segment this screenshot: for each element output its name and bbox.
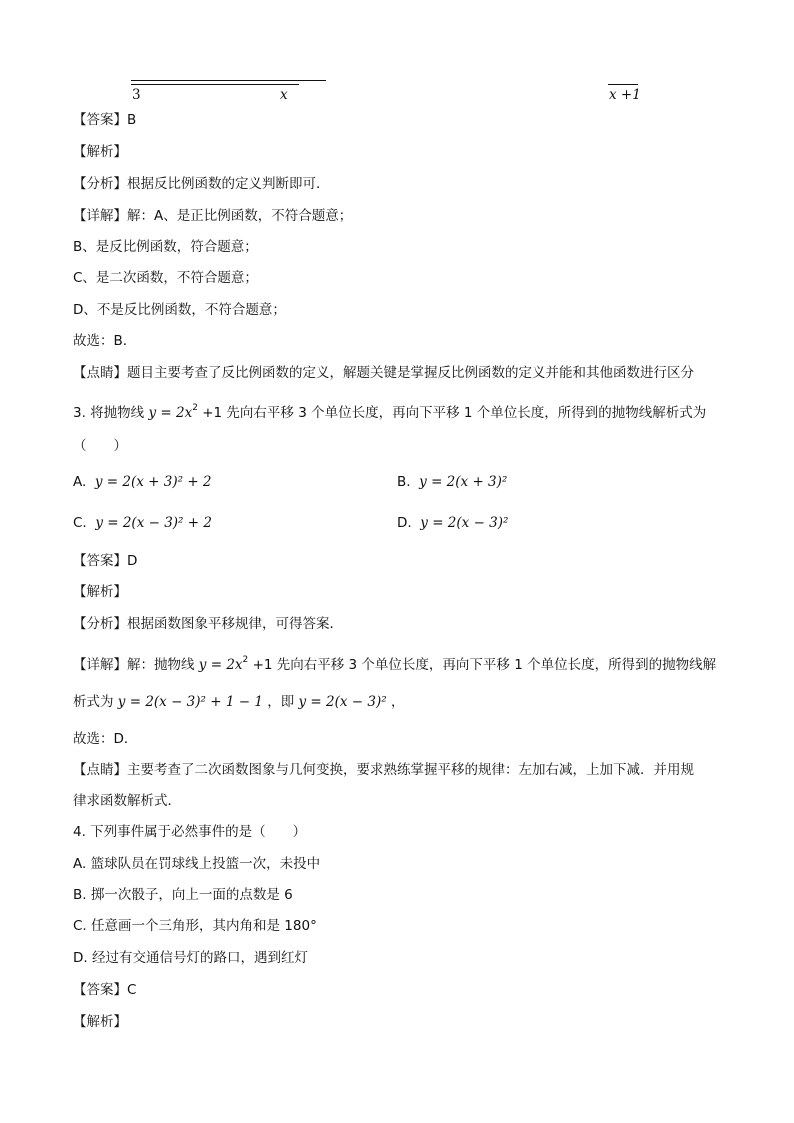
q3-option-a-text: y = 2(x + 3)² + 2 (94, 474, 212, 490)
q2-xiangjie: 【详解】解：A、是正比例函数，不符合题意； (73, 208, 353, 224)
q3-option-d-label: D. (397, 515, 412, 531)
q3-xiangjie-post: +1 先向右平移 3 个单位长度，再向下平移 1 个单位长度，所得到的抛物线解 (252, 657, 717, 673)
q2-line-d: D、不是反比例函数，不符合题意； (73, 302, 286, 318)
q3-option-b-text: y = 2(x + 3)² (419, 474, 508, 490)
q2-answer: 【答案】B (73, 112, 137, 128)
q3-stem-exponent: 2 (192, 403, 198, 413)
fraction-bar-long (131, 80, 326, 81)
q2-line-b: B、是反比例函数，符合题意； (73, 239, 258, 255)
q3-xiangjie-mid: ，即 (267, 694, 295, 710)
q3-dianjing-1: 【点睛】主要考查了二次函数图象与几何变换，要求熟练掌握平移的规律：左加右减，上加下减．并用规 (73, 762, 694, 778)
q3-xiangjie-equation3: y = 2(x − 3)² (298, 694, 387, 710)
fraction-bar-short (131, 84, 299, 85)
q3-stem-post: +1 先向右平移 3 个单位长度，再向下平移 1 个单位长度，所得到的抛物线解析式为 (202, 405, 707, 421)
q3-stem-equation: y = 2x (148, 405, 193, 421)
denominator-x-plus-1: x +1 (609, 87, 641, 103)
q2-jiexi: 【解析】 (73, 144, 127, 160)
q3-option-a-label: A. (73, 474, 87, 490)
denominator-3: 3 (132, 87, 141, 103)
q3-xiangjie-exponent: 2 (242, 655, 249, 665)
q2-guxuan: 故选：B． (73, 333, 137, 349)
q3-xiangjie-end: ， (390, 694, 405, 710)
q3-option-b-label: B. (397, 474, 411, 490)
q4-option-b: B. 掷一次骰子，向上一面的点数是 6 (73, 887, 293, 903)
q3-option-c-text: y = 2(x − 3)² + 2 (95, 515, 212, 531)
q3-xiangjie-line2-pre: 析式为 (73, 694, 114, 710)
q4-option-d: D. 经过有交通信号灯的路口，遇到红灯 (73, 950, 308, 966)
q4-stem: 4. 下列事件属于必然事件的是（ ） (73, 824, 307, 840)
q3-dianjing-2: 律求函数解析式． (73, 793, 181, 809)
q2-fenxi: 【分析】根据反比例函数的定义判断即可． (73, 176, 330, 192)
q3-option-c (73, 513, 212, 533)
q4-option-c: C. 任意画一个三角形，其内角和是 180° (73, 918, 317, 934)
q3-xiangjie-pre: 【详解】解：抛物线 (73, 657, 195, 673)
q3-option-d (397, 513, 508, 533)
q3-xiangjie-line2 (73, 692, 404, 712)
q3-stem (73, 398, 706, 423)
q4-answer: 【答案】C (73, 982, 137, 998)
q3-option-c-label: C. (73, 515, 87, 531)
q3-paren: （ ） (73, 438, 127, 454)
q3-xiangjie-equation: y = 2x (198, 657, 243, 673)
q3-answer: 【答案】D (73, 553, 138, 569)
q3-guxuan: 故选：D． (73, 731, 138, 747)
q3-option-a (73, 472, 212, 492)
q3-option-d-text: y = 2(x − 3)² (420, 515, 509, 531)
q3-fenxi: 【分析】根据函数图象平移规律，可得答案． (73, 616, 343, 632)
q3-xiangjie-equation2: y = 2(x − 3)² + 1 − 1 (117, 694, 263, 710)
q2-dianjing: 【点睛】题目主要考查了反比例函数的定义，解题关键是掌握反比例函数的定义并能和其他函数进行区分 (73, 365, 694, 381)
q4-jiexi: 【解析】 (73, 1014, 127, 1030)
q3-xiangjie (73, 650, 716, 675)
q4-option-a: A. 篮球队员在罚球线上投篮一次，未投中 (73, 856, 321, 872)
q3-jiexi: 【解析】 (73, 584, 127, 600)
q3-stem-pre: 3. 将抛物线 (73, 405, 145, 421)
q3-option-b (397, 472, 507, 492)
denominator-x: x (280, 87, 288, 103)
q2-line-c: C、是二次函数，不符合题意； (73, 270, 258, 286)
